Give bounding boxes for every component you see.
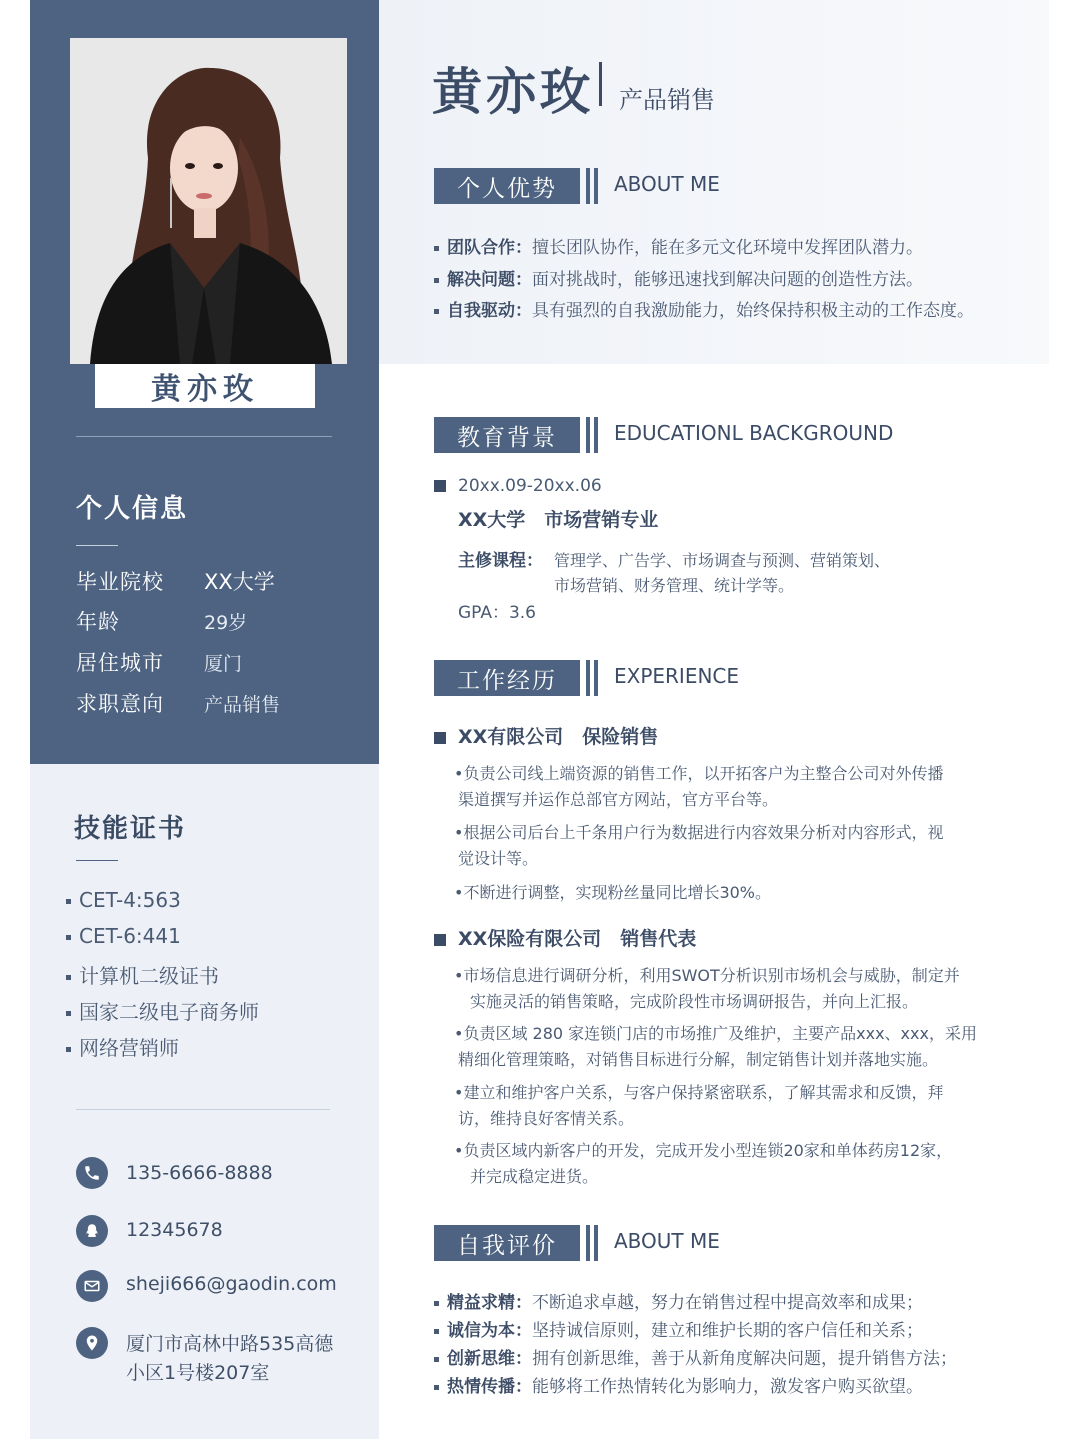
info-label: 居住城市 (76, 651, 164, 675)
square-bullet-icon (434, 732, 446, 744)
section-title: 个人优势 (434, 168, 580, 204)
job-title: XX有限公司 保险销售 (434, 722, 658, 749)
bullet-icon (66, 1011, 71, 1016)
education-date: 20xx.09-20xx.06 (434, 476, 602, 496)
personal-info-title: 个人信息 (76, 494, 189, 524)
advantage-item: 自我驱动：具有强烈的自我激励能力，始终保持积极主动的工作态度。 (434, 296, 974, 321)
info-value: 厦门 (204, 653, 243, 675)
section-bar (586, 417, 590, 453)
job-bullet: •负责公司线上端资源的销售工作，以开拓客户为主整合公司对外传播 渠道撰写并运作总部官方网站，官方平台等。 (454, 764, 944, 809)
phone-icon (76, 1157, 108, 1189)
qq-icon (76, 1215, 108, 1247)
info-row-intention (76, 688, 280, 718)
section-subtitle: EXPERIENCE (614, 664, 740, 688)
info-label: 年龄 (76, 610, 120, 634)
section-subtitle: ABOUT ME (614, 172, 720, 196)
job-title: XX保险有限公司 销售代表 (434, 924, 696, 951)
bullet-icon (66, 899, 71, 904)
section-bar (594, 660, 598, 696)
section-bar (586, 168, 590, 204)
bullet-icon (434, 1329, 439, 1334)
bullet-icon (434, 1301, 439, 1306)
info-value: XX大学 (204, 570, 275, 594)
bullet-icon (434, 309, 439, 314)
bullet-icon (434, 246, 439, 251)
job-bullet: •负责区域内新客户的开发，完成开发小型连锁20家和单体药房12家， 并完成稳定进货。 (454, 1141, 953, 1186)
section-title: 教育背景 (434, 417, 580, 453)
address-line: 小区1号楼207室 (126, 1362, 270, 1384)
skill-item: 网络营销师 (66, 1032, 179, 1061)
section-bar (594, 168, 598, 204)
info-label: 求职意向 (76, 692, 164, 716)
job-bullet: •根据公司后台上千条用户行为数据进行内容效果分析对内容形式，视 觉设计等。 (454, 823, 944, 868)
advantage-item: 团队合作：擅长团队协作，能在多元文化环境中发挥团队潜力。 (434, 233, 923, 258)
bullet-icon (66, 1047, 71, 1052)
info-value: 产品销售 (204, 694, 281, 716)
info-value: 29岁 (204, 612, 248, 634)
profile-photo (70, 38, 347, 364)
evaluation-item: 热情传播：能够将工作热情转化为影响力，激发客户购买欲望。 (434, 1372, 923, 1397)
bullet-icon (66, 935, 71, 940)
education-gpa: GPA：3.6 (458, 603, 537, 623)
education-course-line: 管理学、广告学、市场调查与预测、营销策划、 (554, 551, 891, 570)
section-bar (594, 417, 598, 453)
education-school: XX大学 市场营销专业 (458, 509, 659, 531)
job-bullet: •市场信息进行调研分析，利用SWOT分析识别市场机会与威胁，制定并 实施灵活的销售策略，完成阶段性市场调研报告，并向上汇报。 (454, 966, 960, 1011)
bullet-icon (434, 1385, 439, 1390)
skill-item: CET-4:563 (66, 888, 181, 912)
contact-email: sheji666@gaodin.com (126, 1273, 337, 1295)
contact-address (126, 1330, 333, 1388)
job-bullet: •建立和维护客户关系，与客户保持紧密联系，了解其需求和反馈，拜 访，维持良好客情关系。 (454, 1083, 944, 1128)
contact-qq: 12345678 (126, 1219, 223, 1241)
section-bar (594, 1225, 598, 1261)
sidebar-divider (76, 436, 332, 437)
section-subtitle: ABOUT ME (614, 1229, 720, 1253)
main-name: 黄亦玫 (432, 63, 594, 121)
evaluation-item: 诚信为本：坚持诚信原则，建立和维护长期的客户信任和关系； (434, 1316, 923, 1341)
job-bullet: •不断进行调整，实现粉丝量同比增长30%。 (454, 883, 772, 902)
section-title: 自我评价 (434, 1225, 580, 1261)
section-title: 工作经历 (434, 660, 580, 696)
address-line: 厦门市高林中路535高德 (126, 1333, 334, 1355)
bullet-icon (66, 975, 71, 980)
education-course-line: 市场营销、财务管理、统计学等。 (554, 576, 795, 595)
email-icon (76, 1270, 108, 1302)
square-bullet-icon (434, 934, 446, 946)
contact-phone: 135-6666-8888 (126, 1162, 273, 1184)
bullet-icon (434, 278, 439, 283)
portrait-illustration (70, 38, 347, 364)
info-title-underline (76, 545, 118, 546)
info-row-city (76, 647, 242, 677)
contacts-divider (76, 1109, 330, 1110)
info-row-school (76, 566, 275, 596)
skill-item: 国家二级电子商务师 (66, 996, 259, 1025)
job-bullet: •负责区域 280 家连锁门店的市场推广及维护，主要产品xxx、xxx，采用 精细化管理策略，对销售目标进行分解，制定销售计划并落地实施。 (454, 1024, 977, 1069)
skill-item: CET-6:441 (66, 924, 181, 948)
evaluation-item: 精益求精：不断追求卓越，努力在销售过程中提高效率和成果； (434, 1288, 923, 1313)
bullet-icon (434, 1357, 439, 1362)
location-icon (76, 1327, 108, 1359)
education-course-label: 主修课程： (458, 551, 543, 571)
square-bullet-icon (434, 480, 446, 492)
info-label: 毕业院校 (76, 570, 164, 594)
advantage-item: 解决问题：面对挑战时，能够迅速找到解决问题的创造性方法。 (434, 265, 923, 290)
photo-name-plate: 黄亦玫 (95, 364, 315, 408)
skill-item: 计算机二级证书 (66, 960, 219, 989)
section-bar (586, 660, 590, 696)
evaluation-item: 创新思维：拥有创新思维，善于从新角度解决问题，提升销售方法； (434, 1344, 957, 1369)
section-subtitle: EDUCATIONL BACKGROUND (614, 421, 894, 445)
skills-title-underline (76, 860, 118, 861)
main-role: 产品销售 (619, 86, 715, 114)
name-separator (599, 62, 602, 106)
section-bar (586, 1225, 590, 1261)
skills-title: 技能证书 (74, 814, 187, 844)
info-row-age (76, 606, 247, 636)
